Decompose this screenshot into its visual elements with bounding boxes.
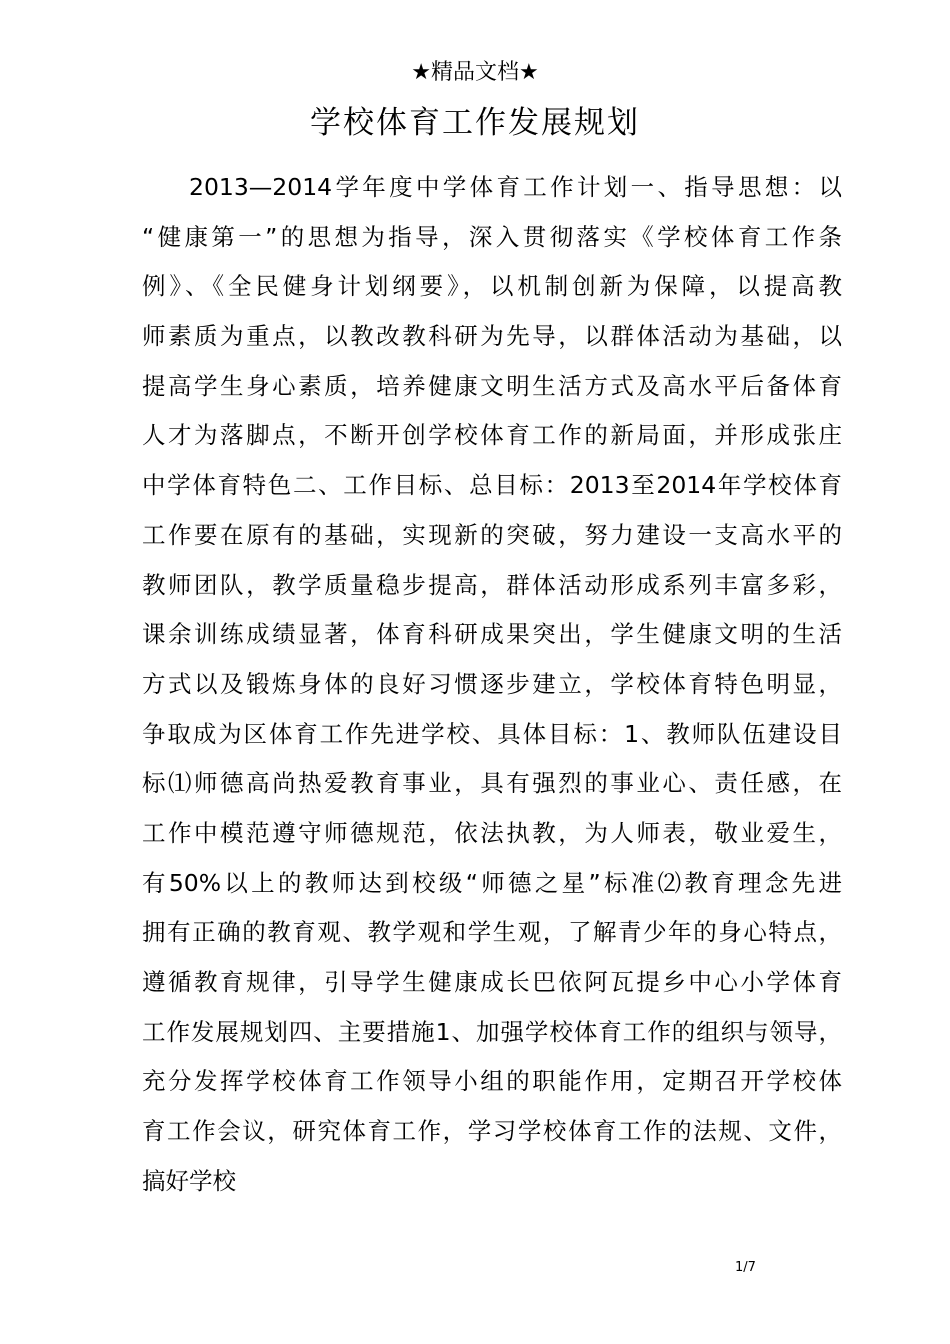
body-line: 提高学生身心素质，培养健康文明生活方式及高水平后备体育 [142,371,842,400]
body-line: 拥有正确的教育观、教学观和学生观，了解青少年的身心特点， [142,918,842,947]
body-line: 争取成为区体育工作先进学校、具体目标：1、教师队伍建设目 [142,719,842,748]
body-line: 有50%以上的教师达到校级“师德之星”标准⑵教育理念先进 [142,868,842,897]
body-line: “健康第一”的思想为指导，深入贯彻落实《学校体育工作条 [142,222,842,251]
body-line: 方式以及锻炼身体的良好习惯逐步建立，学校体育特色明显， [142,669,842,698]
page-number: 1/7 [735,1260,756,1275]
body-line: 中学体育特色二、工作目标、总目标：2013至2014年学校体育 [142,471,842,500]
body-line: 充分发挥学校体育工作领导小组的职能作用，定期召开学校体 [142,1067,842,1096]
body-line: 工作要在原有的基础，实现新的突破，努力建设一支高水平的 [142,520,842,549]
header-mark: ★精品文档★ [411,60,539,85]
body-line: 标⑴师德高尚热爱教育事业，具有强烈的事业心、责任感，在 [142,769,842,798]
body-line: 例》、《全民健身计划纲要》，以机制创新为保障，以提高教 [142,272,842,301]
body-line: 教师团队，教学质量稳步提高，群体活动形成系列丰富多彩， [142,570,842,599]
body-line: 课余训练成绩显著，体育科研成果突出，学生健康文明的生活 [142,620,842,649]
body-line: 工作中模范遵守师德规范，依法执教，为人师表，敬业爱生， [142,818,842,847]
body-line: 搞好学校 [142,1166,236,1195]
body-line: 工作发展规划四、主要措施1、加强学校体育工作的组织与领导， [142,1017,842,1046]
body-line: 遵循教育规律，引导学生健康成长巴依阿瓦提乡中心小学体育 [142,968,842,996]
document-title: 学校体育工作发展规划 [310,105,640,141]
body-line: 师素质为重点，以教改教科研为先导，以群体活动为基础，以 [142,322,842,351]
body-line: 育工作会议，研究体育工作，学习学校体育工作的法规、文件， [142,1117,842,1146]
body-line: 2013—2014学年度中学体育工作计划一、指导思想：以 [189,173,842,201]
body-line: 人才为落脚点，不断开创学校体育工作的新局面，并形成张庄 [142,421,842,450]
document-body [142,163,842,1206]
